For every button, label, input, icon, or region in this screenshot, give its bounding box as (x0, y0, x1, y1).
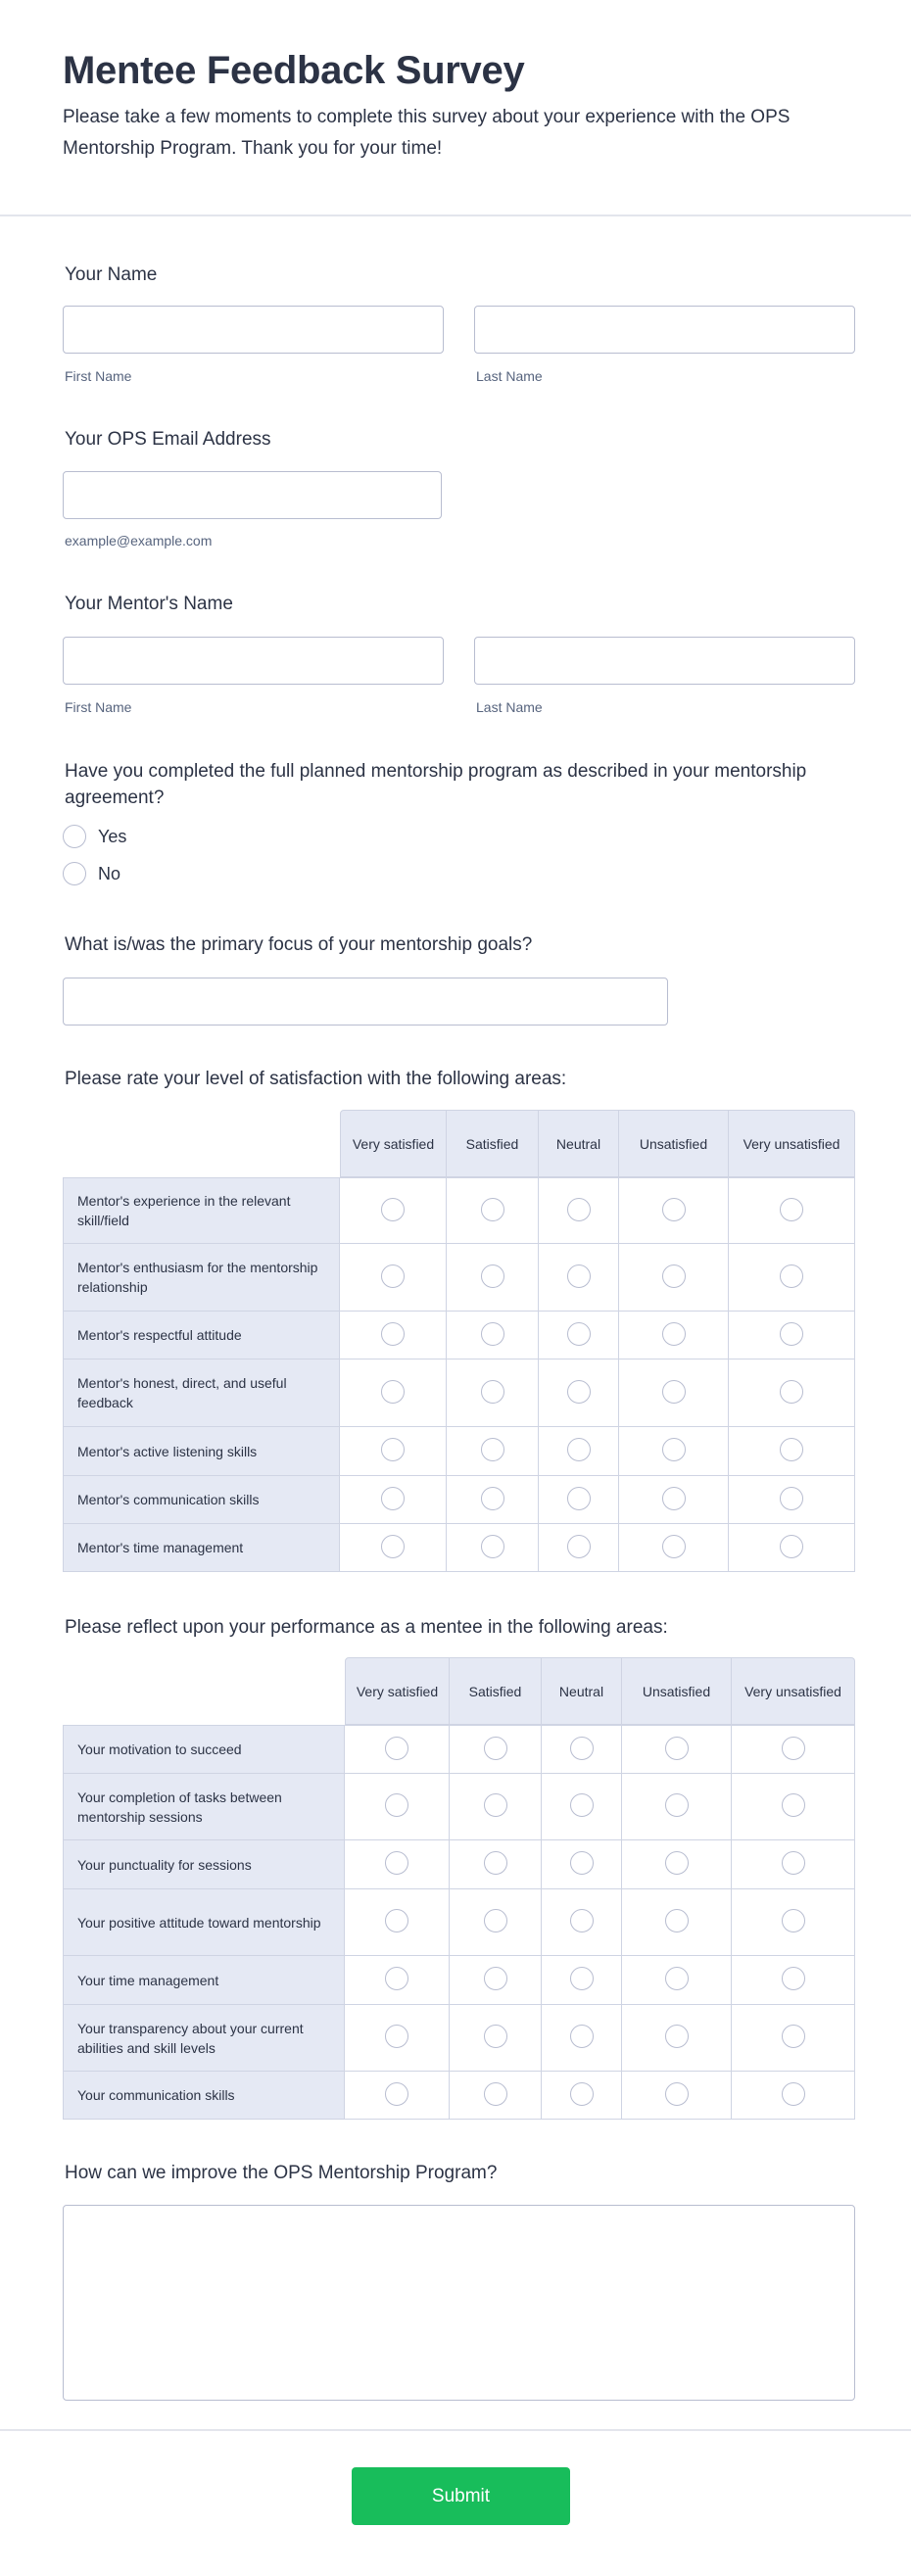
column-header: Satisfied (450, 1657, 542, 1725)
email-label: Your OPS Email Address (65, 429, 271, 450)
matrix-radio[interactable] (381, 1487, 405, 1510)
matrix-radio[interactable] (665, 1909, 689, 1932)
matrix-cell (729, 1177, 855, 1244)
matrix-row (63, 1956, 855, 2005)
matrix-row (63, 1840, 855, 1889)
matrix-cell (447, 1427, 539, 1476)
matrix-row (63, 1889, 855, 1956)
matrix-radio[interactable] (665, 1793, 689, 1817)
matrix-radio[interactable] (481, 1380, 504, 1404)
matrix-radio[interactable] (780, 1535, 803, 1558)
matrix-radio[interactable] (665, 1737, 689, 1760)
option-no[interactable] (63, 862, 120, 885)
matrix-radio[interactable] (782, 2082, 805, 2106)
matrix-radio[interactable] (782, 1909, 805, 1932)
column-header: Very unsatisfied (729, 1110, 855, 1177)
matrix-cell (729, 1476, 855, 1524)
matrix-radio[interactable] (662, 1535, 686, 1558)
matrix-cell (345, 1840, 450, 1889)
first-name-sublabel: First Name (65, 368, 132, 384)
row-label: Your motivation to succeed (63, 1725, 345, 1774)
matrix-cell (732, 1774, 855, 1840)
matrix-cell (345, 2072, 450, 2120)
matrix-cell (345, 1889, 450, 1956)
matrix-radio[interactable] (484, 1851, 507, 1875)
matrix-radio[interactable] (662, 1264, 686, 1288)
matrix-radio[interactable] (484, 2025, 507, 2048)
matrix-radio[interactable] (780, 1198, 803, 1221)
column-header: Satisfied (447, 1110, 539, 1177)
mentor-first-name-sublabel: First Name (65, 699, 132, 715)
matrix-cell (340, 1177, 447, 1244)
row-label: Your communication skills (63, 2072, 345, 2120)
matrix-radio[interactable] (385, 1737, 408, 1760)
matrix-cell (340, 1524, 447, 1572)
radio-yes[interactable] (63, 825, 86, 848)
matrix-radio[interactable] (385, 2025, 408, 2048)
matrix-cell (340, 1476, 447, 1524)
matrix-radio[interactable] (481, 1322, 504, 1346)
matrix-cell (729, 1360, 855, 1427)
column-header: Unsatisfied (619, 1110, 729, 1177)
matrix-radio[interactable] (662, 1380, 686, 1404)
column-header: Very satisfied (340, 1110, 447, 1177)
matrix-radio[interactable] (381, 1264, 405, 1288)
improve-question: How can we improve the OPS Mentorship Program? (65, 2163, 498, 2183)
matrix-radio[interactable] (570, 2082, 594, 2106)
matrix-cell (619, 1427, 729, 1476)
matrix-cell (447, 1177, 539, 1244)
matrix-cell (619, 1177, 729, 1244)
matrix-row (63, 1177, 855, 1244)
email-sublabel: example@example.com (65, 533, 213, 549)
last-name-sublabel: Last Name (476, 368, 543, 384)
matrix-cell (539, 1360, 619, 1427)
page-description: Please take a few moments to complete this survey about your experience with the OPS Mentorship Program. Thank you for your time! (63, 107, 791, 159)
matrix-cell (450, 2005, 542, 2072)
matrix-cell (345, 1774, 450, 1840)
matrix-cell (542, 1889, 622, 1956)
row-label: Mentor's enthusiasm for the mentorship relationship (63, 1244, 340, 1312)
matrix-cell (619, 1244, 729, 1312)
matrix-cell (539, 1476, 619, 1524)
matrix-cell (542, 1840, 622, 1889)
matrix-row (63, 1774, 855, 1840)
matrix-cell (539, 1427, 619, 1476)
matrix-radio[interactable] (662, 1198, 686, 1221)
column-header: Unsatisfied (622, 1657, 732, 1725)
matrix2-question: Please reflect upon your performance as a mentee in the following areas: (65, 1617, 668, 1638)
row-label: Your positive attitude toward mentorship (63, 1889, 345, 1956)
matrix-cell (729, 1427, 855, 1476)
matrix-radio[interactable] (381, 1198, 405, 1221)
last-name-input[interactable] (474, 306, 855, 354)
matrix-radio[interactable] (567, 1438, 591, 1461)
matrix-radio[interactable] (780, 1264, 803, 1288)
matrix-radio[interactable] (567, 1198, 591, 1221)
matrix-cell (732, 1725, 855, 1774)
column-header: Very unsatisfied (732, 1657, 855, 1725)
matrix-radio[interactable] (484, 1793, 507, 1817)
matrix-radio[interactable] (567, 1535, 591, 1558)
matrix-radio[interactable] (484, 2082, 507, 2106)
focus-input[interactable] (63, 978, 668, 1026)
matrix-cell (622, 2005, 732, 2072)
mentor-last-name-input[interactable] (474, 637, 855, 685)
matrix-cell (732, 2005, 855, 2072)
matrix-cell (622, 1725, 732, 1774)
matrix-radio[interactable] (570, 1909, 594, 1932)
matrix-cell (622, 1774, 732, 1840)
matrix-radio[interactable] (481, 1198, 504, 1221)
matrix-row (63, 1427, 855, 1476)
matrix-cell (340, 1360, 447, 1427)
matrix-cell (622, 1840, 732, 1889)
matrix-radio[interactable] (381, 1535, 405, 1558)
matrix-cell (729, 1312, 855, 1360)
matrix-cell (447, 1244, 539, 1312)
matrix-cell (539, 1244, 619, 1312)
matrix-radio[interactable] (567, 1264, 591, 1288)
column-header: Neutral (539, 1110, 619, 1177)
matrix-radio[interactable] (782, 1737, 805, 1760)
matrix-radio[interactable] (567, 1380, 591, 1404)
row-label: Mentor's communication skills (63, 1476, 340, 1524)
matrix-cell (539, 1524, 619, 1572)
matrix-cell (447, 1360, 539, 1427)
matrix-radio[interactable] (570, 1851, 594, 1875)
completed-question: Have you completed the full planned mentorship program as described in your mentorship agreement? (65, 761, 807, 808)
matrix-row (63, 1725, 855, 1774)
satisfaction-matrix (63, 1110, 855, 1572)
matrix-cell (450, 1889, 542, 1956)
matrix-cell (732, 2072, 855, 2120)
matrix-radio[interactable] (662, 1438, 686, 1461)
matrix-cell (539, 1312, 619, 1360)
column-header: Very satisfied (345, 1657, 450, 1725)
matrix-cell (542, 2072, 622, 2120)
matrix-cell (619, 1360, 729, 1427)
matrix-radio[interactable] (381, 1380, 405, 1404)
matrix-cell (542, 2005, 622, 2072)
matrix-cell (345, 2005, 450, 2072)
matrix-row (63, 1476, 855, 1524)
matrix-row (63, 1312, 855, 1360)
matrix-cell (729, 1524, 855, 1572)
matrix-cell (622, 2072, 732, 2120)
focus-question: What is/was the primary focus of your mentorship goals? (65, 934, 533, 955)
row-label: Mentor's honest, direct, and useful feedback (63, 1360, 340, 1427)
matrix-cell (542, 1956, 622, 2005)
matrix-cell (447, 1524, 539, 1572)
matrix-cell (345, 1725, 450, 1774)
matrix-cell (542, 1774, 622, 1840)
matrix-radio[interactable] (570, 1967, 594, 1990)
submit-button[interactable]: Submit (352, 2467, 570, 2525)
matrix-cell (450, 1840, 542, 1889)
matrix-row (63, 1524, 855, 1572)
matrix-cell (340, 1312, 447, 1360)
matrix-cell (340, 1244, 447, 1312)
matrix-cell (732, 1840, 855, 1889)
column-header: Neutral (542, 1657, 622, 1725)
radio-no[interactable] (63, 862, 86, 885)
matrix-radio[interactable] (780, 1380, 803, 1404)
row-label: Your completion of tasks between mentorship sessions (63, 1774, 345, 1840)
matrix-radio[interactable] (665, 2025, 689, 2048)
mentor-last-name-sublabel: Last Name (476, 699, 543, 715)
matrix-cell (619, 1312, 729, 1360)
option-yes-label: Yes (98, 826, 127, 846)
matrix-radio[interactable] (780, 1487, 803, 1510)
improve-textarea[interactable] (63, 2205, 855, 2401)
matrix-radio[interactable] (782, 2025, 805, 2048)
performance-matrix (63, 1657, 855, 2120)
matrix-radio[interactable] (780, 1322, 803, 1346)
matrix-radio[interactable] (385, 1909, 408, 1932)
matrix-row (63, 1360, 855, 1427)
matrix-cell (539, 1177, 619, 1244)
matrix-radio[interactable] (381, 1322, 405, 1346)
matrix-radio[interactable] (662, 1322, 686, 1346)
row-label: Mentor's active listening skills (63, 1427, 340, 1476)
matrix-radio[interactable] (570, 1737, 594, 1760)
row-label: Mentor's time management (63, 1524, 340, 1572)
matrix-radio[interactable] (567, 1322, 591, 1346)
matrix-radio[interactable] (481, 1487, 504, 1510)
matrix-radio[interactable] (780, 1438, 803, 1461)
matrix-radio[interactable] (484, 1737, 507, 1760)
matrix-radio[interactable] (385, 1851, 408, 1875)
matrix-radio[interactable] (782, 1967, 805, 1990)
matrix-radio[interactable] (481, 1264, 504, 1288)
matrix-cell (450, 1956, 542, 2005)
mentor-first-name-input[interactable] (63, 637, 444, 685)
matrix-cell (732, 1956, 855, 2005)
matrix-radio[interactable] (665, 2082, 689, 2106)
header-divider (0, 215, 911, 216)
matrix-radio[interactable] (662, 1487, 686, 1510)
matrix-radio[interactable] (481, 1535, 504, 1558)
footer-divider (0, 2429, 911, 2431)
matrix-cell (450, 2072, 542, 2120)
option-no-label: No (98, 863, 121, 883)
matrix1-question: Please rate your level of satisfaction with the following areas: (65, 1069, 567, 1089)
matrix-radio[interactable] (484, 1909, 507, 1932)
matrix-cell (732, 1889, 855, 1956)
matrix-radio[interactable] (665, 1851, 689, 1875)
matrix-cell (619, 1476, 729, 1524)
matrix-cell (622, 1889, 732, 1956)
matrix-radio[interactable] (782, 1793, 805, 1817)
matrix-row (63, 2005, 855, 2072)
mentor-name-label: Your Mentor's Name (65, 594, 233, 614)
row-label: Your punctuality for sessions (63, 1840, 345, 1889)
matrix-cell (729, 1244, 855, 1312)
row-label: Your transparency about your current abilities and skill levels (63, 2005, 345, 2072)
matrix-radio[interactable] (665, 1967, 689, 1990)
matrix-radio[interactable] (570, 2025, 594, 2048)
matrix-cell (622, 1956, 732, 2005)
matrix-cell (447, 1312, 539, 1360)
your-name-label: Your Name (65, 264, 158, 285)
row-label: Mentor's experience in the relevant skill/field (63, 1177, 340, 1244)
row-label: Your time management (63, 1956, 345, 2005)
matrix-cell (447, 1476, 539, 1524)
matrix-cell (542, 1725, 622, 1774)
email-input[interactable] (63, 471, 442, 519)
page-title: Mentee Feedback Survey (63, 49, 525, 92)
option-yes[interactable] (63, 825, 126, 848)
matrix-radio[interactable] (782, 1851, 805, 1875)
matrix-radio[interactable] (567, 1487, 591, 1510)
matrix-radio[interactable] (381, 1438, 405, 1461)
matrix-row (63, 2072, 855, 2120)
first-name-input[interactable] (63, 306, 444, 354)
matrix-radio[interactable] (385, 2082, 408, 2106)
matrix-radio[interactable] (484, 1967, 507, 1990)
matrix-radio[interactable] (385, 1967, 408, 1990)
matrix-cell (619, 1524, 729, 1572)
matrix-cell (340, 1427, 447, 1476)
row-label: Mentor's respectful attitude (63, 1312, 340, 1360)
matrix-radio[interactable] (570, 1793, 594, 1817)
matrix-cell (450, 1774, 542, 1840)
matrix-radio[interactable] (481, 1438, 504, 1461)
matrix-radio[interactable] (385, 1793, 408, 1817)
matrix-cell (345, 1956, 450, 2005)
matrix-cell (450, 1725, 542, 1774)
matrix-row (63, 1244, 855, 1312)
